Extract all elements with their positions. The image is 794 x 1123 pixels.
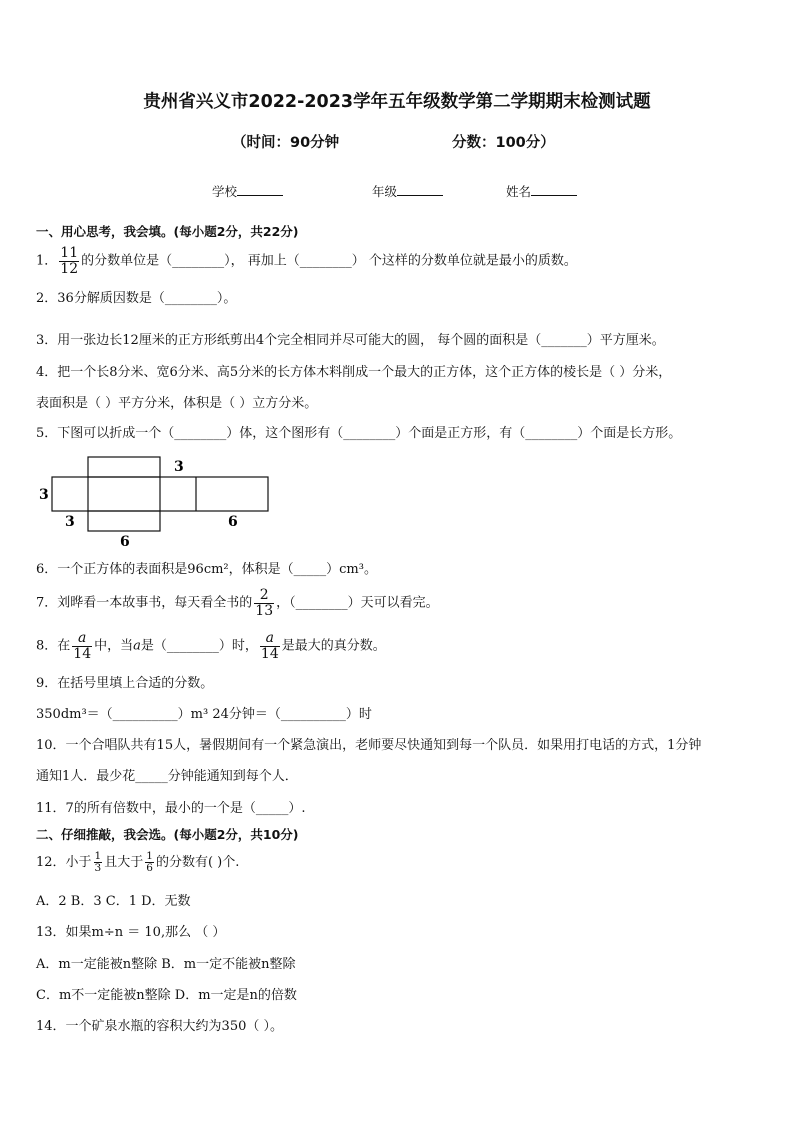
question-5: 5．下图可以折成一个（________）体，这个图形有（________）个面是正方形，有（________）个面是长方形。: [36, 426, 682, 441]
question-12: [36, 851, 239, 874]
question-2: 2．36分解质因数是（________）。: [36, 291, 237, 306]
net-label-top-right: 3: [174, 459, 184, 475]
exam-time: （时间：90分钟: [232, 135, 340, 151]
school-label: 学校: [212, 184, 238, 199]
question-9: 9．在括号里填上合适的分数。: [36, 676, 214, 691]
section-1-heading: 一、用心思考，我会填。(每小题2分，共22分): [36, 224, 299, 239]
q1-number: 1．: [36, 253, 58, 269]
q12-text-middle: 且大于: [104, 855, 144, 871]
q12-text-before: 12．小于: [36, 855, 92, 871]
question-8: [36, 631, 386, 661]
question-13: 13．如果m÷n ＝ 10,那么 （ ）: [36, 925, 226, 940]
question-6: 6．一个正方体的表面积是96cm²，体积是（_____）cm³。: [36, 562, 377, 577]
question-12-options: A．2 B．3 C．1 D．无数: [36, 894, 191, 909]
q8-text-after: 是最大的真分数。: [281, 638, 386, 654]
q7-text-after: ，（________）天可以看完。: [276, 595, 439, 611]
question-10-line-2: 通知1人．最少花_____分钟能通知到每个人．: [36, 769, 298, 784]
page-title: 贵州省兴义市2022-2023学年五年级数学第二学期期末检测试题: [143, 92, 651, 112]
question-7: [36, 588, 439, 618]
question-13-options-ab: A．m一定能被n整除 B．m一定不能被n整除: [36, 957, 296, 972]
question-14: 14．一个矿泉水瓶的容积大约为350（ ）。: [36, 1019, 283, 1034]
net-label-bottom-left: 3: [65, 514, 75, 530]
question-1: [36, 246, 577, 276]
question-4-line-1: 4．把一个长8分米、宽6分米、高5分米的长方体木料削成一个最大的正方体，这个正方体的棱长是（ ）分米，: [36, 365, 672, 380]
q1-text: 的分数单位是（________）， 再加上（________） 个这样的分数单位就是最小的质数。: [81, 253, 577, 269]
question-3: 3．用一张边长12厘米的正方形纸剪出4个完全相同并尽可能大的圆， 每个圆的面积是（_______）平方厘米。: [36, 333, 665, 348]
q8-text-middle-2: 是（________）时，: [140, 638, 258, 654]
q7-fraction: $\frac{2}{13}$: [255, 587, 274, 619]
q8-variable: a: [133, 638, 141, 654]
q8-text-middle: 中，当: [94, 638, 134, 654]
q8-fraction-1: $\frac{a}{14}$: [73, 630, 92, 662]
q1-fraction: $\frac{11}{12}$: [60, 245, 79, 277]
question-10-line-1: 10．一个合唱队共有15人，暑假期间有一个紧急演出，老师要尽快通知到每一个队员．如果用打电话的方式，1分钟: [36, 738, 702, 753]
q8-text-before: 8．在: [36, 638, 71, 654]
q7-text-before: 7．刘晔看一本故事书，每天看全书的: [36, 595, 253, 611]
question-9-items: 350dm³＝（__________）m³ 24分钟＝（__________）时: [36, 707, 372, 722]
exam-score: 分数：100分）: [452, 135, 555, 151]
name-field[interactable]: [506, 182, 577, 200]
question-13-options-cd: C．m不一定能被n整除 D．m一定是n的倍数: [36, 988, 297, 1003]
q12-text-after: 的分数有( )个.: [155, 855, 240, 871]
net-label-bottom-right: 6: [228, 514, 238, 530]
net-label-left: 3: [39, 487, 49, 503]
cuboid-net-figure: [36, 452, 286, 552]
grade-label: 年级: [372, 184, 398, 199]
q12-fraction-1: $\frac{1}{3}$: [94, 850, 102, 875]
question-4-line-2: 表面积是（ ）平方分米，体积是（ ）立方分米。: [36, 396, 318, 411]
q12-fraction-2: $\frac{1}{6}$: [146, 850, 153, 875]
question-11: 11．7的所有倍数中，最小的一个是（_____）.: [36, 801, 306, 816]
section-2-heading: 二、仔细推敲，我会选。(每小题2分，共10分): [36, 827, 299, 842]
grade-field[interactable]: [372, 182, 443, 200]
school-field[interactable]: [212, 182, 283, 200]
net-label-bottom: 6: [120, 534, 130, 550]
name-label: 姓名: [506, 184, 532, 199]
q8-fraction-2: $\frac{a}{14}$: [260, 630, 279, 662]
